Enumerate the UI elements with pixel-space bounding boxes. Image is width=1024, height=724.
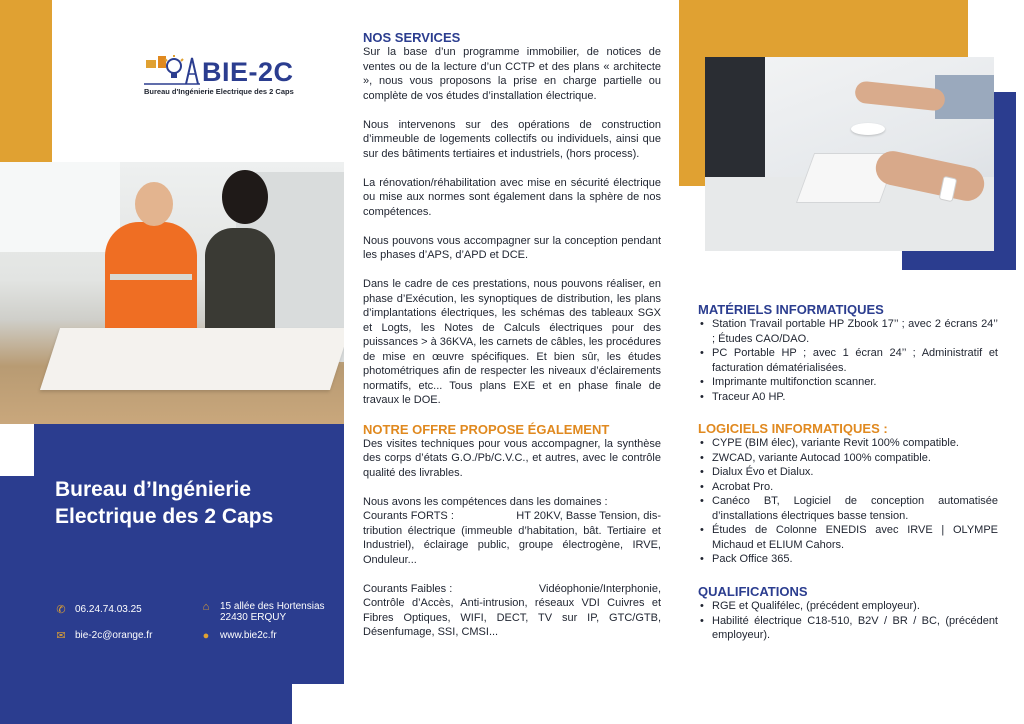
faibles-first: Vidéophonie/Interphonie, <box>538 582 661 595</box>
services-column <box>363 30 661 640</box>
logiciels-heading: LOGICIELS INFORMATIQUES : <box>698 421 888 436</box>
list-item: • ZWCAD, variante Autocad 100% compatible. <box>698 451 998 466</box>
forts-label: Courants FORTS : <box>363 510 454 522</box>
qualifications-heading: QUALIFICATIONS <box>698 584 808 599</box>
company-logo <box>144 54 314 98</box>
materiels-heading: MATÉRIELS INFORMATIQUES <box>698 302 884 317</box>
list-item: • Dialux Évo et Dialux. <box>698 465 998 480</box>
contact-address <box>200 601 325 623</box>
faibles-row <box>363 582 661 597</box>
email-link[interactable]: bie-2c@orange.fr <box>75 630 153 641</box>
workstation-photo <box>705 57 994 251</box>
phone-text: 06.24.74.03.25 <box>75 604 142 615</box>
forts-row <box>363 509 661 524</box>
company-title-line2: Electrique des 2 Caps <box>55 505 274 528</box>
materiels-list <box>698 317 998 404</box>
services-paragraph: Nous pouvons vous accompagner sur la conception pendant les phases d’APS, d’APD et DCE. <box>363 234 661 261</box>
list-item: • Pack Office 365. <box>698 552 998 567</box>
address-line1: 15 allée des Hortensias <box>220 601 325 612</box>
lightbulb-logo-icon <box>144 54 200 88</box>
list-item: • Imprimante multifonction scanner. <box>698 375 998 390</box>
contact-phone <box>55 604 142 616</box>
list-item: • CYPE (BIM élec), variante Revit 100% compatible. <box>698 436 998 451</box>
list-item: • Canéco BT, Logiciel de conception automatisée d’installations électriques basse tension. <box>698 494 998 523</box>
offre-heading: NOTRE OFFRE PROPOSE ÉGALEMENT <box>363 421 610 437</box>
company-card <box>34 424 344 684</box>
services-paragraph: Dans le cadre de ces prestations, nous pouvons réaliser, en phase d’Exécution, les synoptiques de distribution, les plans d’implantations électriques, les schémas des tableaux SGX et Logts, les Notes de Calculs électriques pour des puissances > à 36KVA, les carnets de câbles, les procédures de mise en œuvre spécifiques. Et bien sûr, les études photométriques afin de respecter les niveaux d’éclairements normatifs, etc... Tous plans EXE et en phase finale de travaux le DOE. <box>363 278 661 406</box>
forts-rest: tribution électrique (immeuble d’habitation, bât. Tertiaire et Industriel), éclairage public, groupe électrogène, IRVE, Onduleur... <box>363 524 661 566</box>
company-title <box>55 476 335 530</box>
qualifications-list <box>698 599 998 643</box>
materiels-section <box>698 302 998 404</box>
logo-brand: BIE-2C <box>202 57 294 87</box>
list-item: • Acrobat Pro. <box>698 480 998 495</box>
list-item: • RGE et Qualifélec, (précédent employeur). <box>698 599 998 614</box>
list-item: • Traceur A0 HP. <box>698 390 998 405</box>
faibles-label: Courants Faibles : <box>363 582 453 595</box>
domains-intro: Nous avons les compétences dans les domaines : <box>363 495 608 508</box>
forts-first: HT 20KV, Basse Tension, dis- <box>516 510 661 522</box>
address-text <box>220 601 325 623</box>
list-item: • Habilité électrique C18-510, B2V / BR / BC, (précédent employeur). <box>698 614 998 643</box>
contact-email[interactable] <box>55 630 152 642</box>
mail-icon: ✉ <box>56 630 66 642</box>
company-title-line1: Bureau d’Ingénierie <box>55 478 252 501</box>
globe-icon: ● <box>202 630 210 642</box>
engineers-photo <box>0 162 344 424</box>
list-item: • Station Travail portable HP Zbook 17’’ ; avec 2 écrans 24’’ ; Études CAO/DAO. <box>698 317 998 346</box>
logiciels-list <box>698 436 998 567</box>
qualifications-section <box>698 584 998 643</box>
phone-icon: ✆ <box>56 604 66 616</box>
services-heading: NOS SERVICES <box>363 30 461 45</box>
faibles-rest: Contrôle d’Accès, Anti-intrusion, réseaux VDI Cuivres et Fibres Optiques, WIFI, DECT, TV sur IP, GTC/GTB, Désenfumage, SSI, CMSI... <box>363 597 661 638</box>
address-line2: 22430 ERQUY <box>220 612 287 623</box>
gold-accent-block <box>0 0 52 162</box>
offre-paragraph: Des visites techniques pour vous accompagner, la synthèse des corps d’états G.O./Pb/C.V.C., et autres, avec le contrôle qualité des livrables. <box>363 437 661 479</box>
home-icon: ⌂ <box>202 601 210 613</box>
contact-website[interactable] <box>200 630 277 642</box>
list-item: • PC Portable HP ; avec 1 écran 24’’ ; Administratif et facturation dématérialisées. <box>698 346 998 375</box>
logiciels-section <box>698 421 998 567</box>
website-link[interactable]: www.bie2c.fr <box>220 630 277 641</box>
services-paragraph: Sur la base d’un programme immobilier, de notices de ventes ou de la lecture d’un CCTP et des plans « architecte », nous vous proposons la prise en charge partielle ou complète de vos études d’installation électrique. <box>363 46 661 102</box>
services-paragraph: Nous intervenons sur des opérations de construction d’immeuble de logements collectifs ou individuels, ainsi que sur des bâtiments tertiaires et industriels, (hors process). <box>363 118 661 160</box>
services-paragraph: La rénovation/réhabilitation avec mise en sécurité électrique ou mise aux normes sont également dans la sphère de nos compétences. <box>363 176 661 218</box>
logo-tagline: Bureau d'Ingénierie Electrique des 2 Caps <box>144 87 294 96</box>
list-item: • Études de Colonne ENEDIS avec IRVE | OLYMPE Michaud et ELIUM Cahors. <box>698 523 998 552</box>
